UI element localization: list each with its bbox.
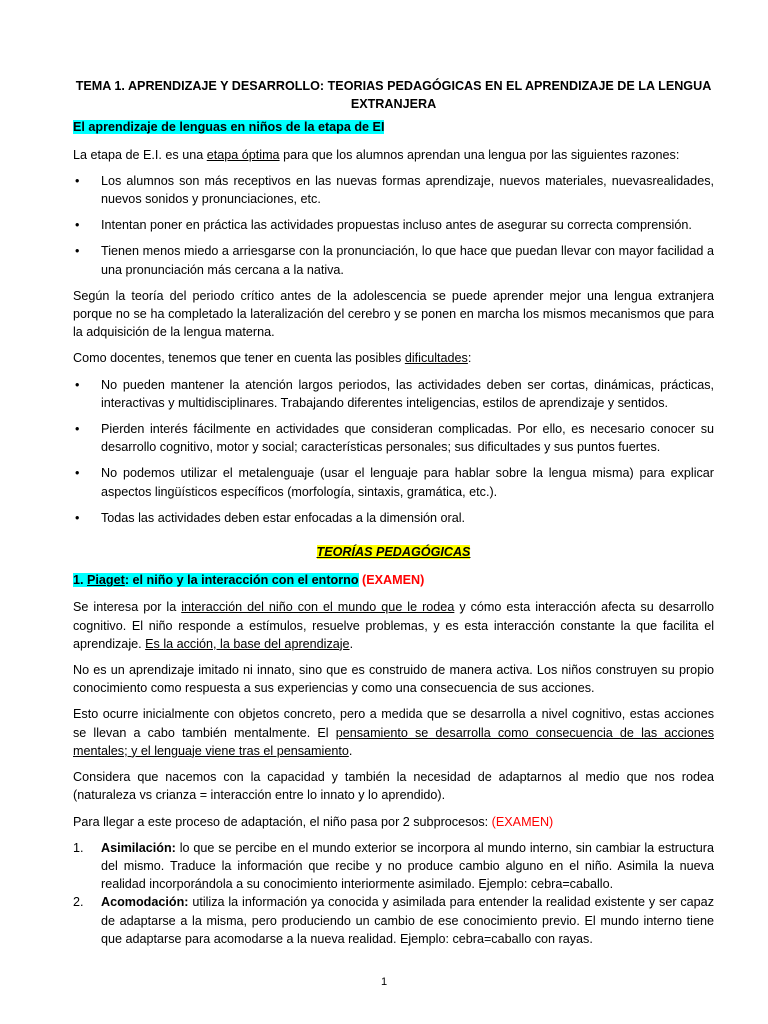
difficulties-text-b: : (467, 351, 472, 366)
piaget-heading-highlight (73, 573, 359, 587)
list-item (73, 172, 714, 208)
document-title: TEMA 1. APRENDIZAJE Y DESARROLLO: TEORIAS PEDAGÓGICAS EN EL APRENDIZAJE DE LA LENGUA EXTRANJERA (75, 79, 712, 112)
section-heading-ei-text: El aprendizaje de lenguas en niños de la etapa de EI (73, 120, 385, 135)
list-item (73, 242, 714, 278)
p1-text-a: Se interesa por la (73, 600, 182, 615)
list-item-text: Intentan poner en práctica las actividades propuestas incluso antes de asegurar su correcta comprensión. (101, 218, 692, 233)
intro-text-a: La etapa de E.I. es una (73, 147, 207, 162)
bullet-icon: • (75, 377, 80, 392)
p3-underlined: pensamiento se desarrolla como consecuencia de las acciones mentales; y el lenguaje viene tras el pensamiento (73, 725, 714, 758)
step-text: lo que se percibe en el mundo exterior se incorpora al mundo interno, sin cambiar la estructura del mismo. Traduce la información que recibe y no produce cambio alguno en el niño. Asimila la nueva realidad incorporándola a su conocimiento interiormente asimilado. Ejemplo: cebra=caballo. (101, 840, 714, 892)
piaget-paragraph-2: No es un aprendizaje imitado ni innato, sino que es construido de manera activa. Los niños construyen su propio conocimiento como respuesta a sus experiencias y como una consecuencia de sus acciones. (73, 663, 714, 696)
list-number: 1. (73, 840, 84, 855)
page-content (73, 77, 714, 948)
piaget-subtitle: : el niño y la interacción con el entorno (124, 573, 359, 588)
p1-text-b: y cómo esta interacción afecta su desarrollo cognitivo. El niño responde a estímulos, resuelve problemas, y es esta interacción constante la que facilita el aprendizaje. (73, 600, 714, 651)
list-item (73, 839, 714, 894)
bullet-icon: • (75, 510, 80, 525)
piaget-paragraph-5 (73, 813, 714, 831)
piaget-name: Piaget (87, 573, 125, 588)
intro-text-b: para que los alumnos aprendan una lengua por las siguientes razones: (279, 147, 680, 162)
list-item (73, 216, 714, 234)
step-term: Asimilación: (101, 840, 176, 855)
list-item (73, 376, 714, 412)
reasons-list (73, 172, 714, 279)
list-item-text: Pierden interés fácilmente en actividades que consideran complicadas. Por ello, es necesario conocer su desarrollo cognitivo, motor y social; características personales; sus dificultades y sus puntos fuertes. (101, 422, 714, 455)
list-item (73, 420, 714, 456)
step-text: utiliza la información ya conocida y asimilada para entender la realidad existente y ser capaz de adaptarse a la misma, pero produciendo un cambio de ese conocimiento previo. El mundo interno tiene que adaptarse para acomodarse a la nueva realidad. Ejemplo: cebra=caballo con rayas. (101, 895, 714, 946)
piaget-heading (73, 571, 714, 589)
list-item (73, 464, 714, 500)
p1-underlined-2: Es la acción, la base del aprendizaje (145, 636, 350, 651)
list-item-text: Los alumnos son más receptivos en las nuevas formas aprendizaje, nuevos materiales, nuevasrealidades, nuevos sonidos y pronunciaciones, etc. (101, 173, 714, 207)
page-number: 1 (380, 976, 388, 988)
piaget-paragraph-3 (73, 705, 714, 760)
difficulties-text-a: Como docentes, tenemos que tener en cuenta las posibles (73, 351, 405, 366)
piaget-paragraph-4: Considera que nacemos con la capacidad y también la necesidad de adaptarnos al medio que nos rodea (naturaleza vs crianza = interacción entre lo innato y lo aprendido). (73, 770, 714, 803)
intro-paragraph (73, 146, 714, 164)
list-item (73, 893, 714, 948)
p1-underlined-1: interacción del niño con el mundo que le rodea (181, 600, 455, 615)
subprocess-list (73, 839, 714, 948)
intro-underlined: etapa óptima (206, 147, 280, 162)
difficulties-list (73, 376, 714, 527)
exam-tag: (EXAMEN) (491, 814, 554, 829)
bullet-icon: • (75, 173, 80, 188)
list-number: 2. (73, 895, 84, 910)
bullet-icon: • (75, 466, 80, 481)
exam-tag: (EXAMEN) (362, 573, 425, 588)
theories-heading-text: TEORÍAS PEDAGÓGICAS (316, 545, 471, 560)
piaget-paragraph-1 (73, 598, 714, 653)
bullet-icon: • (75, 244, 80, 259)
bullet-icon: • (75, 422, 80, 437)
difficulties-intro (73, 349, 714, 367)
difficulties-underlined: dificultades (404, 351, 468, 366)
p5-text: Para llegar a este proceso de adaptación, el niño pasa por 2 subprocesos: (73, 814, 492, 829)
p1-text-c: . (349, 636, 354, 651)
theories-heading (73, 543, 714, 561)
p3-text-b: . (348, 743, 353, 758)
section-heading-ei (73, 118, 714, 136)
critical-period-paragraph: Según la teoría del periodo crítico antes de la adolescencia se puede aprender mejor una lengua extranjera porque no se ha completado la lateralización del cerebro y se ponen en marcha los mismos mecanismos que para la adquisición de la lengua materna. (73, 288, 714, 340)
bullet-icon: • (75, 218, 80, 233)
list-item-text: No pueden mantener la atención largos periodos, las actividades deben ser cortas, dinámicas, prácticas, interactivas y multidisciplinares. Trabajando diferentes inteligencias, estilos de aprendizaje y sentidos. (101, 377, 714, 410)
step-term: Acomodación: (101, 895, 189, 910)
list-item (73, 509, 714, 527)
list-item-text: No podemos utilizar el metalenguaje (usar el lenguaje para hablar sobre la lengua misma) para explicar aspectos lingüísticos específicos (morfología, sintaxis, gramática, etc.). (101, 466, 714, 499)
list-item-text: Todas las actividades deben estar enfocadas a la dimensión oral. (101, 510, 466, 525)
list-item-text: Tienen menos miedo a arriesgarse con la pronunciación, lo que hace que puedan llevar con mayor facilidad a una pronunciación más cercana a la nativa. (101, 244, 714, 277)
piaget-number: 1. (73, 573, 88, 588)
p3-text-a: Esto ocurre inicialmente con objetos concreto, pero a medida que se desarrolla a nivel cognitivo, estas acciones se llevan a cabo también mentalmente. El (73, 707, 714, 740)
